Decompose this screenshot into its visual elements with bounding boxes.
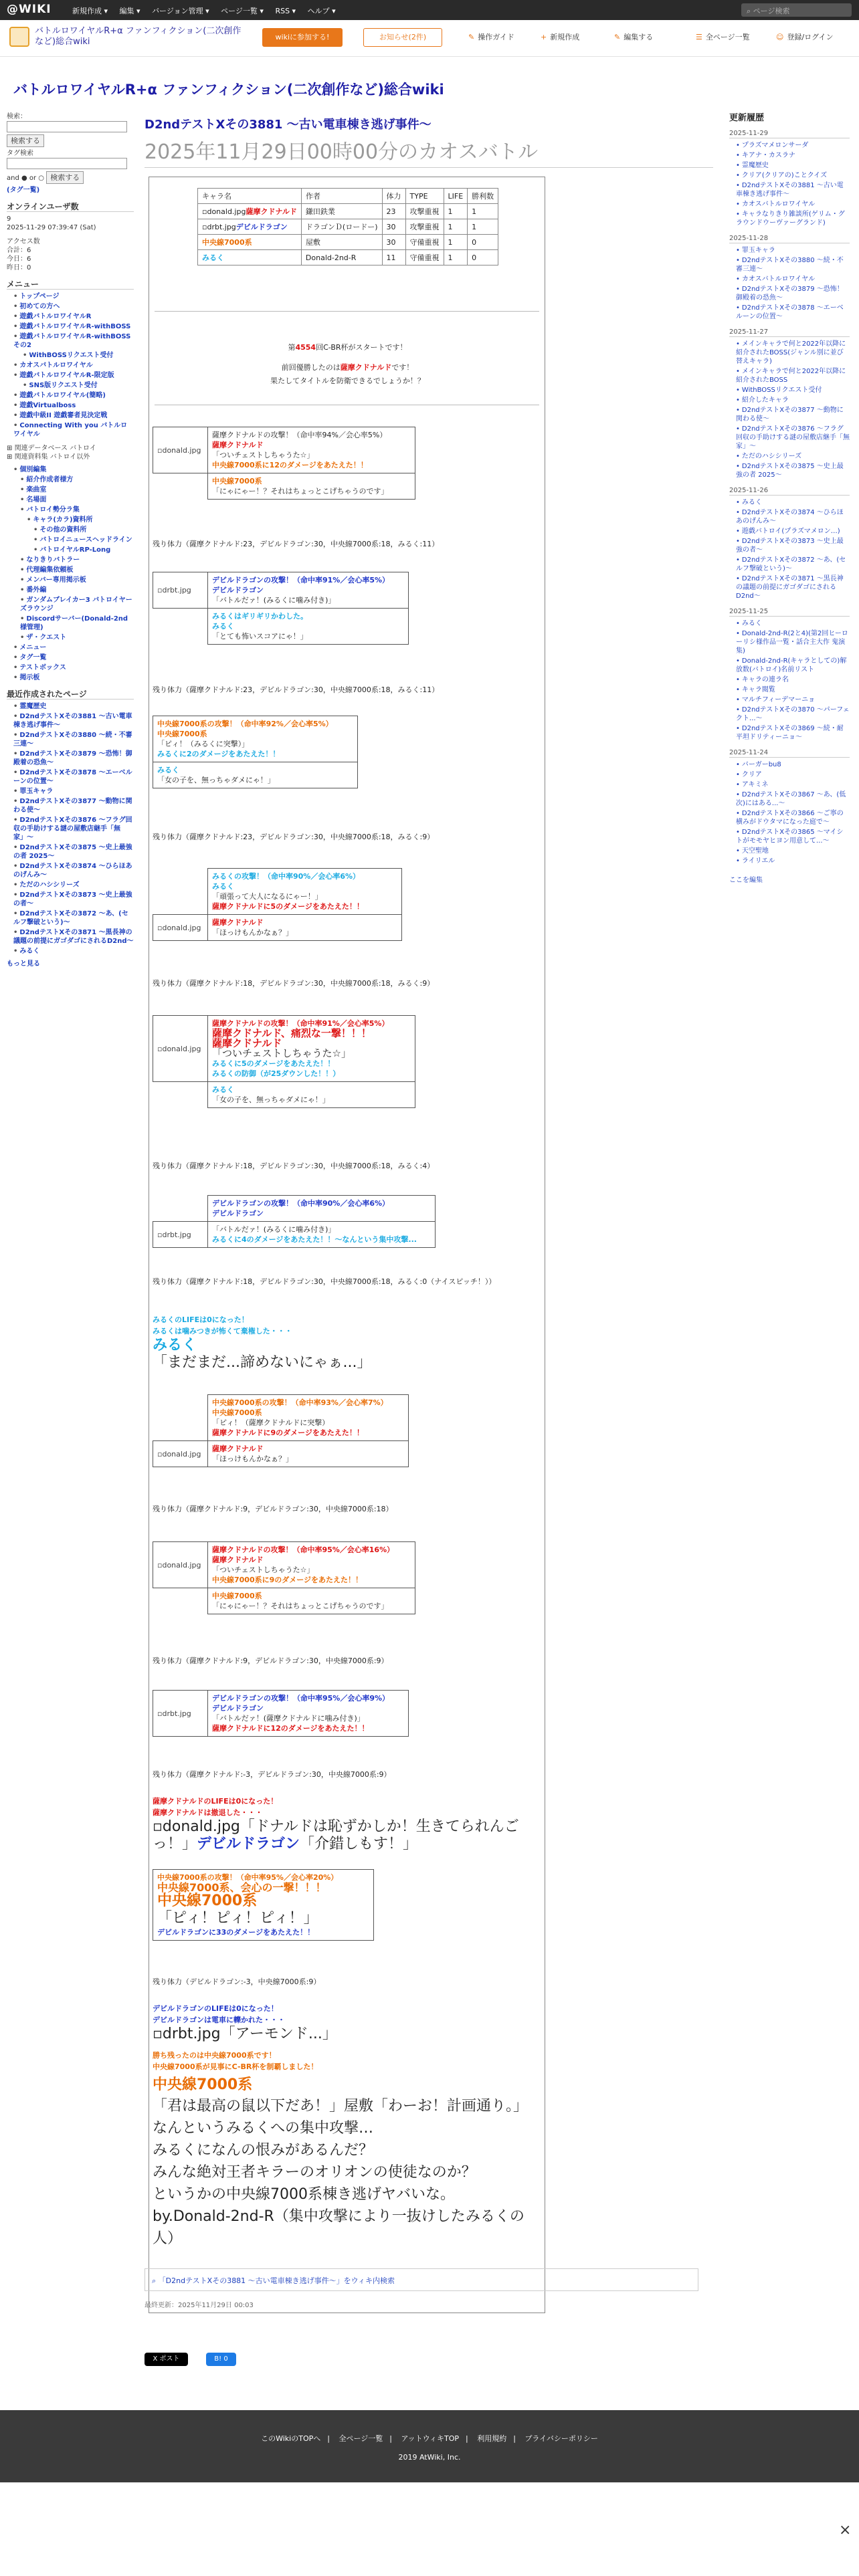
col-header: 勝利数: [468, 189, 498, 204]
sidebar-item[interactable]: • SNS版リクエスト受付: [23, 381, 134, 390]
remaining-hp: 残り体力（薩摩クドナルド:9，デビルドラゴン:30，中央線7000系:9）: [153, 1656, 389, 1665]
remaining-hp: 残り体力（薩摩クドナルド:18，デビルドラゴン:30，中央線7000系:18，みるく:4）: [153, 1162, 435, 1170]
update-item[interactable]: • キアナ・カスラナ: [736, 151, 850, 160]
sidebar-item[interactable]: • 遊戯バトルロワイヤルR: [13, 312, 134, 321]
recent-pages-list: [7, 702, 134, 956]
update-list: [729, 246, 850, 321]
turn-text: 薩摩クドナルドの攻撃！（命中率94%／会心率5%） 薩摩クドナルド 「ついチェストしちゃうた☆」 中央線7000系に12のダメージをあたえた！！: [208, 427, 415, 473]
update-item[interactable]: • みるく: [736, 619, 850, 628]
col-header: LIFE: [444, 189, 468, 204]
x-post-button[interactable]: X ポスト: [145, 2353, 188, 2366]
sidebar-item[interactable]: • 遊戯中級II 遊戯審者見決定戦: [13, 411, 134, 420]
update-item[interactable]: • アキミネ: [736, 780, 850, 789]
author-cell: 屋敷: [301, 235, 382, 250]
recent-page-item[interactable]: • D2ndテストXその3875 〜史上最強の者 2025〜: [13, 843, 134, 861]
type-cell: 攻撃重視: [405, 204, 444, 219]
wins-cell: 0: [468, 250, 498, 265]
date-header: 2025-11-28: [729, 234, 850, 243]
update-item[interactable]: • D2ndテストXその3871 〜黒長神の議題の前提にガゴダゴにされるD2nd〜: [736, 574, 850, 601]
char-image: ▫drbt.jpg: [153, 1691, 208, 1737]
pencil-icon: ✎: [614, 33, 621, 41]
update-history-title: 更新履歴: [729, 113, 765, 123]
spacer: [153, 1082, 208, 1108]
table-row: [198, 250, 498, 265]
remaining-hp: 残り体力（薩摩クドナルド:-3，デビルドラゴン:30，中央線7000系:9）: [153, 1770, 391, 1779]
update-item[interactable]: • WithBOSSリクエスト受付: [736, 386, 850, 395]
update-item[interactable]: • D2ndテストXその3878 〜エーベルーンの位置〜: [736, 304, 850, 321]
sidebar-item[interactable]: • ガンダムブレイカー3 バトロイヤーズラウンジ: [20, 596, 134, 613]
menu-edit[interactable]: 編集 ▾: [119, 7, 140, 15]
menu-rss[interactable]: RSS ▾: [275, 7, 296, 15]
recent-page-item[interactable]: • D2ndテストXその3873 〜史上最強の者〜: [13, 891, 134, 908]
battle-turn: [153, 1869, 374, 1941]
char-name-cell: 中央線7000系: [198, 235, 302, 250]
site-logo-icon[interactable]: [9, 27, 29, 47]
update-item[interactable]: • 天空聖地: [736, 847, 850, 855]
col-header: 体力: [382, 189, 405, 204]
sidebar-item[interactable]: • ザ・クエスト: [20, 633, 134, 642]
update-item[interactable]: • メインキャラで何と2022年以降に紹介されたBOSS(ジャンル別に並び替えキャラ): [736, 340, 850, 366]
broken-image-icon: ▫: [153, 1818, 163, 1835]
footer-link-atwiki[interactable]: アットウィキTOP: [401, 2434, 460, 2443]
sidebar-item[interactable]: • WithBOSSリクエスト受付: [23, 351, 134, 360]
recent-page-item[interactable]: • D2ndテストXその3876 〜フラグ回収の手助けする謎の屋敷店継手「無家」〜: [13, 816, 134, 842]
life-cell: 1: [444, 235, 468, 250]
update-item[interactable]: • ただのハシシリーズ: [736, 452, 850, 461]
recent-page-item[interactable]: • D2ndテストXその3878 〜エーベルーンの位置〜: [13, 768, 134, 786]
hp-cell: 30: [382, 235, 405, 250]
page-header: [145, 115, 713, 168]
battle-turn: [153, 1015, 415, 1108]
notice-button[interactable]: お知らせ(2件): [363, 28, 442, 47]
sidebar-item[interactable]: • メニュー: [13, 643, 134, 652]
spacer: [153, 1395, 208, 1441]
menu-pages[interactable]: ページ一覧 ▾: [221, 7, 264, 15]
tag-search-button[interactable]: 検索する: [46, 171, 84, 184]
hatena-bookmark-button[interactable]: B! 0: [206, 2353, 236, 2366]
life-cell: 1: [444, 219, 468, 235]
table-row: [198, 235, 498, 250]
turn-text: 中央線7000系の攻撃！（命中率93%／会心率7%） 中央線7000系 「ピィ！（薩摩クドナルドに突撃） 薩摩クドナルドに9のダメージをあたえた！！: [208, 1395, 409, 1441]
left-sidebar: [7, 112, 134, 968]
reply-text: 「バトルだァ！(みるくに噛み付き)」 みるくに4のダメージをあたえた！！〜なんという集中攻撃...: [208, 1222, 436, 1248]
page-search-input[interactable]: ⌕ ページ検索: [741, 3, 852, 17]
sidebar-item[interactable]: • 遊戯バトルロワイヤルR-限定版: [13, 371, 134, 380]
turn-text: 中央線7000系の攻撃！（命中率92%／会心率5%） 中央線7000系 「ピィ！（みるくに突撃）」 みるくに2のダメージをあたえた！！: [153, 716, 358, 762]
plus-box-icon: ⊞: [7, 445, 15, 452]
update-item[interactable]: • キャラの連ラ名: [736, 675, 850, 684]
footer-link-allpages[interactable]: 全ページ一覧: [339, 2434, 383, 2443]
broken-image-icon: ▫: [157, 445, 163, 455]
update-item[interactable]: • D2ndテストXその3870 〜パーフェクト...〜: [736, 706, 850, 723]
wiki-title[interactable]: バトルロワイヤルR+α ファンフィクション(二次創作など)総合wiki: [13, 82, 444, 98]
menu-new[interactable]: 新規作成 ▾: [72, 7, 108, 15]
battle-log: [149, 177, 545, 2313]
date-header: 2025-11-24: [729, 748, 850, 758]
update-item[interactable]: • クリア: [736, 770, 850, 779]
author-cell: 鎌田鉄業: [301, 204, 382, 219]
broken-image-icon: ▫: [202, 223, 207, 231]
table-row: [198, 219, 498, 235]
turn-text: 中央線7000系の攻撃！（命中率95%／会心率20%） 中央線7000系、会心の一撃！！！ 中央線7000系 「ピィ！ピィ！ピィ！」 デビルドラゴンに33のダメージをあたえた！！: [153, 1870, 374, 1941]
char-image: ▫donald.jpg: [153, 915, 208, 941]
update-item[interactable]: • D2ndテストXその3880 〜続・不審三連〜: [736, 256, 850, 274]
spacer: [153, 473, 208, 500]
tag-list-link[interactable]: (タグ一覧): [7, 187, 40, 194]
all-pages-link[interactable]: ☰ 全ページ一覧: [696, 33, 750, 41]
sidebar-item[interactable]: • 紹介作成者様方: [20, 475, 134, 484]
char-image: ▫drbt.jpg: [153, 572, 208, 609]
search-label: 検索：: [7, 113, 27, 120]
login-link[interactable]: ☺ 登録/ログイン: [776, 33, 834, 41]
wins-cell: 0: [468, 235, 498, 250]
edit-page-link[interactable]: ✎ 編集する: [614, 33, 654, 41]
knockout-donald: 薩摩クドナルドのLIFEは0になった！ 薩摩クドナルドは撤退した・・・ ▫donald.jpg「ドナルドは恥ずかしか！生きてられんごっ！」デビルドラゴン「介錯しもす！」: [153, 1797, 519, 1852]
turn-text: デビルドラゴンの攻撃！（命中率90%／会心率6%） デビルドラゴン: [208, 1196, 436, 1222]
search-icon: ⌕: [152, 2276, 159, 2285]
update-item[interactable]: • D2ndテストXその3877 〜動物に関わる使〜: [736, 406, 850, 423]
site-footer: [0, 2410, 859, 2482]
remaining-hp: 残り体力（薩摩クドナルド:23，デビルドラゴン:30，中央線7000系:18，みるく:11）: [153, 540, 440, 548]
battle-turn: [153, 868, 402, 941]
battle-turn: [153, 1394, 409, 1467]
sidebar-item[interactable]: • タグ一覧: [13, 653, 134, 662]
new-page-link[interactable]: + 新規作成: [541, 33, 580, 41]
list-icon: ☰: [696, 33, 702, 41]
wiki-search-link[interactable]: ⌕ 「D2ndテストXその3881 〜古い電車棟き逃げ事件〜」をウィキ内検索: [145, 2268, 698, 2291]
sidebar-item[interactable]: • 初めての方へ: [13, 302, 134, 311]
recent-page-item[interactable]: • 罪玉キャラ: [13, 787, 134, 796]
sidebar-menu-list: [7, 292, 134, 439]
last-updated: 最終更新：2025年11月29日 00:03: [145, 2302, 254, 2309]
turn-text: デビルドラゴンの攻撃！（命中率95%／会心率9%） デビルドラゴン 「バトルだァ！(薩摩クドナルドに噛み付き)」 薩摩クドナルドに12のダメージをあたえた！！: [208, 1691, 409, 1737]
author-cell: Donald-2nd-R: [301, 250, 382, 265]
broken-image-icon: ▫: [157, 1044, 163, 1053]
more-link[interactable]: もっと見る: [7, 960, 40, 968]
update-item[interactable]: • D2ndテストXその3876 〜フラグ回収の手助けする謎の屋敷店継手「無家」〜: [736, 425, 850, 451]
date-header: 2025-11-29: [729, 129, 850, 138]
life-cell: 1: [444, 250, 468, 265]
online-time: 2025-11-29 07:39:47 (Sat): [7, 224, 96, 231]
footer-link-terms[interactable]: 利用規約: [477, 2434, 507, 2443]
update-item[interactable]: • プラズマメロンサーダ: [736, 141, 850, 150]
update-item[interactable]: • カオスバトルロワイヤル: [736, 200, 850, 209]
update-item[interactable]: • D2ndテストXその3865 〜マイシトがモモヤヒヨン用意して...〜: [736, 828, 850, 845]
reply-text: みるくはギリギリかわした。 みるく 「とても怖いスコアにゃ！」: [208, 609, 409, 645]
update-item[interactable]: • D2ndテストXその3875 〜史上最強の者 2025〜: [736, 462, 850, 479]
hp-cell: 11: [382, 250, 405, 265]
update-item[interactable]: • D2ndテストXその3879 〜恐怖！御殿着の恐魚〜: [736, 285, 850, 302]
reply-text: 薩摩クドナルド 「ほっけもんかなぁ？」: [208, 915, 402, 941]
life-cell: 1: [444, 204, 468, 219]
sidebar-item[interactable]: • テストボックス: [13, 663, 134, 672]
online-count: 9: [7, 215, 11, 223]
sidebar-item[interactable]: • メンバー専用掲示板: [20, 576, 134, 584]
char-image: ▫donald.jpg: [153, 427, 208, 473]
battle-turn: [153, 572, 409, 645]
update-item[interactable]: • カオスバトルロワイヤル: [736, 275, 850, 284]
table-row: [198, 204, 498, 219]
footer-links: このWikiのTOPへ | 全ページ一覧 | アットウィキTOP | 利用規約 | プライバシーポリシー: [261, 2434, 598, 2443]
broken-image-icon: ▫: [153, 2026, 163, 2042]
sidebar-item[interactable]: • Discordサーバー(Donald-2nd様管理): [20, 615, 134, 632]
wins-cell: 1: [468, 204, 498, 219]
sidebar-item[interactable]: • 遊戯バトルロワイヤル(簡略): [13, 391, 134, 400]
char-image: ▫donald.jpg: [153, 1016, 208, 1082]
reply-text: みるく 「女の子を、無っちゃダメにゃ！」: [208, 1082, 415, 1108]
hp-cell: 23: [382, 204, 405, 219]
recent-page-item[interactable]: • D2ndテストXその3871 〜黒長神の議題の前提にガゴダゴにされるD2nd〜: [13, 928, 134, 946]
menu-version[interactable]: バージョン管理 ▾: [152, 7, 209, 15]
knockout-milk: みるくのLIFEは0になった！ みるくは噛みつきが怖くて棄権した・・・ みるく 「まだまだ...諦めないにゃぁ...」: [153, 1315, 372, 1371]
plus-box-icon: ⊞: [7, 453, 15, 461]
update-list: [729, 141, 850, 227]
update-item[interactable]: • D2ndテストXその3874 〜ひらほあのげんみ〜: [736, 508, 850, 526]
access-total: 合計：6: [7, 247, 31, 254]
knockout-dragon: デビルドラゴンのLIFEは0になった！ デビルドラゴンは電車に轢かれた・・・ ▫drbt.jpg「アーモンド...」: [153, 2004, 337, 2042]
spacer: [153, 869, 208, 915]
topbar-menu: [72, 5, 345, 16]
page-subtitle: 2025年11月29日00時00分のカオスバトル: [145, 135, 713, 168]
sidebar-item[interactable]: • 個別編集: [13, 465, 134, 474]
update-item[interactable]: • バーガーbu8: [736, 760, 850, 769]
remaining-hp: 残り体力（デビルドラゴン:-3，中央線7000系:9）: [153, 1977, 321, 1986]
broken-image-icon: ▫: [157, 1709, 163, 1718]
access-yesterday: 昨日：0: [7, 264, 31, 272]
char-image: ▫donald.jpg: [153, 1441, 208, 1467]
winner-name: 中央線7000系: [153, 2076, 253, 2093]
update-item[interactable]: • 紹介したキャラ: [736, 396, 850, 405]
recent-page-item[interactable]: • ただのハシシリーズ: [13, 881, 134, 889]
winner-announcement: 勝ち残ったのは中央線7000系です！ 中央線7000系が見事にC-BR杯を制覇しました！: [153, 2051, 318, 2071]
date-header: 2025-11-27: [729, 328, 850, 337]
and-or-radio[interactable]: and ● or ○: [7, 175, 45, 182]
update-item[interactable]: • クリア(クリアの)ことクイズ: [736, 171, 850, 180]
type-cell: 守備重視: [405, 250, 444, 265]
copyright: 2019 AtWiki, Inc.: [398, 2453, 461, 2462]
update-item[interactable]: • D2ndテストXその3873 〜史上最強の者〜: [736, 537, 850, 554]
menu-help[interactable]: ヘルプ ▾: [307, 7, 336, 15]
right-sidebar: [729, 114, 850, 885]
hp-cell: 30: [382, 219, 405, 235]
page-title: D2ndテストXその3881 〜古い電車棟き逃げ事件〜: [145, 118, 432, 132]
battle-turn: [153, 1690, 409, 1737]
edit-menu-list: [7, 465, 134, 632]
sidebar-item[interactable]: • 番外編: [20, 586, 134, 595]
update-item[interactable]: • 遊戯バトロイ(プラズマメロン…): [736, 527, 850, 536]
update-item[interactable]: • キャラなりきり雑談所(ゲリム・グラウンドウーヴァーグランド): [736, 210, 850, 227]
turn-text: 薩摩クドナルドの攻撃！（命中率95%／会心率16%） 薩摩クドナルド 「ついチェストしちゃうた☆」 中央線7000系に9のダメージをあたえた！！: [208, 1542, 415, 1588]
collapse-related-db[interactable]: ⊞ 関連データベース バトロイ: [7, 445, 96, 452]
reply-text: 中央線7000系 「にゃにゃー！？それはちょっとこげちゃうのです」: [208, 473, 415, 500]
recent-page-item[interactable]: • D2ndテストXその3879 〜恐怖！御殿着の恐魚〜: [13, 750, 134, 767]
reply-text: 中央線7000系 「にゃにゃー！？それはちょっとこげちゃうのです」: [208, 1588, 415, 1614]
sidebar-item[interactable]: • バトロイヤルRP-Long: [33, 546, 134, 554]
char-name-cell: ▫donald.jpg薩摩クドナルド: [198, 204, 302, 219]
plus-icon: +: [541, 33, 547, 41]
broken-image-icon: ▫: [157, 1230, 163, 1239]
update-list: [729, 760, 850, 865]
user-icon: ☺: [776, 33, 784, 41]
access-today: 今日：6: [7, 255, 31, 263]
guide-icon: ✎: [468, 33, 475, 41]
reply-text: 薩摩クドナルド 「ほっけもんかなぁ？」: [208, 1441, 409, 1467]
battle-turn: [153, 1541, 415, 1614]
update-list: [729, 619, 850, 742]
broken-image-icon: ▫: [157, 1449, 163, 1459]
tag-search-label: タグ検索: [7, 150, 33, 157]
broken-image-icon: ▫: [157, 923, 163, 932]
spacer: [153, 609, 208, 645]
sidebar-item[interactable]: • その他の資料所: [33, 526, 134, 534]
atwiki-logo[interactable]: @WIKI: [7, 3, 52, 16]
recent-page-item[interactable]: • D2ndテストXその3872 〜あ、(セルフ撃破という)〜: [13, 909, 134, 927]
recent-page-item[interactable]: • 霊魔歴史: [13, 702, 134, 711]
date-header: 2025-11-26: [729, 486, 850, 496]
table-header-row: [198, 189, 498, 204]
col-header: キャラ名: [198, 189, 302, 204]
battle-turn: [153, 716, 358, 788]
recent-page-item[interactable]: • D2ndテストXその3877 〜動物に関わる使〜: [13, 797, 134, 815]
edit-sidebar-link[interactable]: ここを編集: [729, 877, 763, 884]
update-item[interactable]: • Donald-2nd-R(2と4)(第2回ヒーローリシ様作品一覧・話合主大作 鬼演集): [736, 629, 850, 655]
atwiki-topbar: [0, 0, 859, 20]
remaining-hp: 残り体力（薩摩クドナルド:18，デビルドラゴン:30，中央線7000系:18，みるく:9）: [153, 979, 435, 988]
sidebar-item[interactable]: • なりきりバトラー: [20, 556, 134, 564]
recent-page-item[interactable]: • D2ndテストXその3880 〜続・不審三連〜: [13, 731, 134, 748]
update-item[interactable]: • 罪玉キャラ: [736, 246, 850, 255]
tag-search-input[interactable]: [7, 158, 127, 169]
character-table: [197, 188, 498, 265]
author-cell: ドラゴンＤ(ロードー): [301, 219, 382, 235]
update-item[interactable]: • D2ndテストXその3881 〜古い電車棟き逃げ事件〜: [736, 181, 850, 199]
menu-title: メニュー: [7, 280, 134, 290]
char-image: ▫drbt.jpg: [153, 1222, 208, 1248]
sidebar-item[interactable]: • 遊戯バトルロワイヤルR-withBOSS: [13, 322, 134, 331]
turn-text: 薩摩クドナルドの攻撃！（命中率91%／会心率5%） 薩摩クドナルド、痛烈な一撃！！！ 薩摩クドナルド 「ついチェストしちゃうた☆」 みるくに5のダメージをあたえた！！ みるくの防御（が25ダウンした！！）: [208, 1016, 415, 1082]
sidebar-item[interactable]: • 楽曲室: [20, 486, 134, 494]
site-header: [0, 20, 859, 57]
close-icon[interactable]: ×: [839, 2522, 852, 2539]
battle-turn: [153, 427, 415, 500]
spacer: [153, 1196, 208, 1222]
broken-image-icon: ▫: [157, 1560, 163, 1570]
update-item[interactable]: • D2ndテストXその3867 〜あ、(低次)にはある...〜: [736, 790, 850, 808]
wins-cell: 1: [468, 219, 498, 235]
update-item[interactable]: • 霊魔歴史: [736, 161, 850, 170]
turn-text: みるくの攻撃！（命中率90%／会心率6%） みるく 「頑張って大人になるにゃー！」 薩摩クドナルドに5のダメージをあたえた！！: [208, 869, 402, 915]
char-name-cell: みるく: [198, 250, 302, 265]
update-item[interactable]: • D2ndテストXその3866 〜ご寧の横みがドウタマになった庭で〜: [736, 809, 850, 827]
update-item[interactable]: • ライリエル: [736, 857, 850, 865]
date-header: 2025-11-25: [729, 607, 850, 617]
update-item[interactable]: • メインキャラで何と2022年以降に紹介されたBOSS: [736, 367, 850, 385]
sidebar-item[interactable]: • 掲示板: [13, 673, 134, 682]
guide-link[interactable]: ✎ 操作ガイド: [468, 33, 514, 41]
online-title: オンラインユーザ数: [7, 203, 134, 212]
recent-page-item[interactable]: • D2ndテストXその3874 〜ひらほあのげんみ〜: [13, 862, 134, 879]
divider: [155, 311, 539, 312]
update-item[interactable]: • みるく: [736, 498, 850, 507]
sidebar-item[interactable]: • 代理編集依頼板: [20, 566, 134, 574]
spacer: [153, 1588, 208, 1614]
turn-text: デビルドラゴンの攻撃！（命中率91%／会心率5%） デビルドラゴン 「バトルだァ！(みるくに噛み付き)」: [208, 572, 409, 609]
search-icon: ⌕: [747, 7, 753, 15]
update-list: [729, 340, 850, 479]
closing-comments: 「君は最高の鼠以下だあ！」屋敷「わーお！計画通り。」 なんというみるくへの集中攻撃… みるくになんの恨みがあるんだ？ みんな絶対王者キラーのオリオンの使徒なのか？ というかの中央線7000系棟き逃げヤバいな。 by.Donald-2nd-R（集中攻撃により一抜けしたみるくの人）: [153, 2098, 529, 2247]
access-title: アクセス数: [7, 238, 40, 245]
reply-text: みるく 「女の子を、無っちゃダメにゃ！」: [153, 762, 358, 788]
recent-page-item[interactable]: • D2ndテストXその3881 〜古い電車棟き逃げ事件〜: [13, 712, 134, 730]
char-image: ▫donald.jpg: [153, 1542, 208, 1588]
other-menu-list: [7, 633, 134, 682]
update-item[interactable]: • D2ndテストXその3869 〜続・耐平坦ドリティーニョ〜: [736, 724, 850, 742]
sidebar-item[interactable]: • 遊戯バトルロワイヤルR-withBOSSその2: [13, 332, 134, 350]
type-cell: 攻撃重視: [405, 219, 444, 235]
sidebar-search-button[interactable]: 検索する: [7, 134, 44, 147]
sidebar-item[interactable]: • バトロイニュースヘッドライン: [33, 536, 134, 544]
footer-link-top[interactable]: このWikiのTOPへ: [261, 2434, 321, 2443]
battle-turn: [153, 1195, 436, 1248]
sidebar-item[interactable]: • バトロイ勢分ラ集: [20, 506, 134, 514]
remaining-hp: 残り体力（薩摩クドナルド:18，デビルドラゴン:30，中央線7000系:18，みるく:0（ナイスピッチ！））: [153, 1277, 496, 1286]
update-item[interactable]: • Donald-2nd-R(キャラとしての)解放数(バトロイ)名前リスト: [736, 657, 850, 674]
broken-image-icon: ▫: [202, 207, 207, 216]
sidebar-search-input[interactable]: [7, 121, 127, 132]
sidebar-item[interactable]: • Connecting With you バトルロワイヤル: [13, 421, 134, 439]
update-list: [729, 498, 850, 601]
col-header: TYPE: [405, 189, 444, 204]
collapse-related-docs[interactable]: ⊞ 関連資料集 バトロイ以外: [7, 453, 90, 461]
update-item[interactable]: • マルチフィーデマーニョ: [736, 695, 850, 704]
remaining-hp: 残り体力（薩摩クドナルド:23，デビルドラゴン:30，中央線7000系:18，みるく:11）: [153, 685, 440, 694]
update-item[interactable]: • D2ndテストXその3872 〜あ、(セルフ撃破という)〜: [736, 556, 850, 573]
sidebar-item[interactable]: • キャラ(カラ)資料所: [27, 516, 134, 524]
type-cell: 守備重視: [405, 235, 444, 250]
intro-text: 第4554回C-BR杯がスタートです！ 前回優勝したのは薩摩クドナルドです！ 果たしてタイトルを防衛できるでしょうか！？: [270, 343, 425, 385]
broken-image-icon: ▫: [157, 586, 163, 595]
recent-pages-title: 最近作成されたページ: [7, 690, 134, 700]
join-wiki-button[interactable]: wikiに参加する!: [262, 28, 343, 47]
sidebar-item[interactable]: • 名場面: [20, 496, 134, 504]
col-header: 作者: [301, 189, 382, 204]
recent-page-item[interactable]: • みるく: [13, 947, 134, 956]
footer-link-privacy[interactable]: プライバシーポリシー: [524, 2434, 598, 2443]
sidebar-item[interactable]: • カオスバトルロワイヤル: [13, 361, 134, 370]
char-name-cell: ▫drbt.jpgデビルドラゴン: [198, 219, 302, 235]
sidebar-item[interactable]: • 遊戯Virtualboss: [13, 401, 134, 410]
site-name[interactable]: バトルロワイヤルR+α ファンフィクション(二次創作など)総合wiki: [35, 26, 242, 47]
sidebar-item[interactable]: • トップページ: [13, 292, 134, 301]
remaining-hp: 残り体力（薩摩クドナルド:9，デビルドラゴン:30，中央線7000系:18）: [153, 1505, 393, 1513]
remaining-hp: 残り体力（薩摩クドナルド:23，デビルドラゴン:30，中央線7000系:18，みるく:9）: [153, 833, 435, 841]
update-item[interactable]: • キャラ閲覧: [736, 685, 850, 694]
